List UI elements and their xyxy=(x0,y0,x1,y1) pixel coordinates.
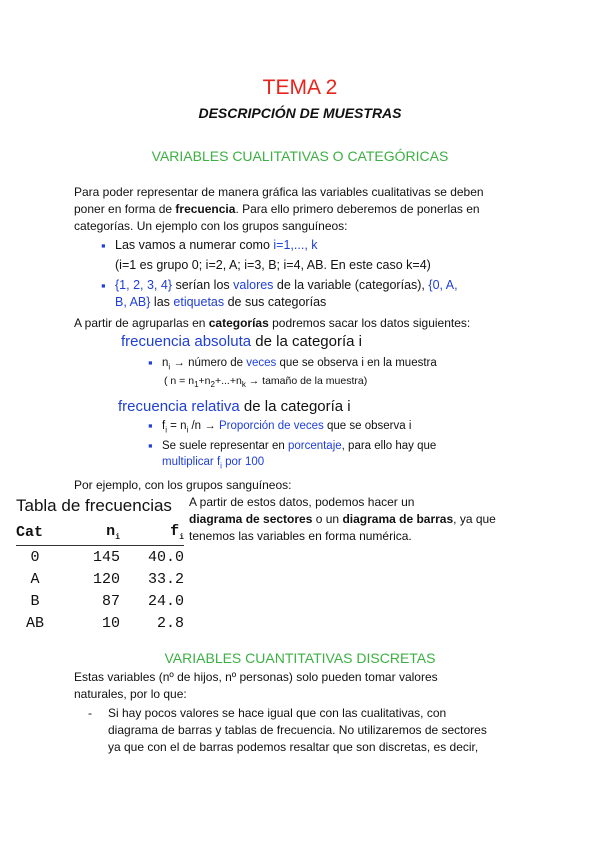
bullet-numerar: ▪ Las vamos a numerar como i=1,..., k xyxy=(115,237,515,254)
table-row xyxy=(16,546,184,569)
diagramas-line: A partir de estos datos, podemos hacer un xyxy=(189,495,415,509)
dash-marker: - xyxy=(88,706,92,720)
diagramas-line: diagrama de sectores o un diagrama de barras, ya que xyxy=(189,512,496,526)
col-header-cat: Cat xyxy=(16,521,54,546)
page-subtitle: DESCRIPCIÓN DE MUESTRAS xyxy=(198,105,402,121)
intro-line: categorías. Un ejemplo con los grupos sanguíneos: xyxy=(74,219,348,233)
intro-line: poner en forma de frecuencia. Para ello primero deberemos de ponerlas en xyxy=(74,202,480,216)
table-row xyxy=(16,590,184,612)
discretas-item xyxy=(108,705,528,756)
diagramas-paragraph xyxy=(189,494,539,545)
cell-cat: A xyxy=(30,570,40,588)
col-header-n: $n_i$ xyxy=(54,521,120,546)
cell-cat: AB xyxy=(25,614,44,632)
bullet-ni: ▪ $n_i$ → número de veces que se observa i en la muestra xyxy=(162,355,437,375)
cell-cat: B xyxy=(30,592,40,610)
intro-paragraph xyxy=(74,184,534,235)
section-heading-discretas: VARIABLES CUANTITATIVAS DISCRETAS xyxy=(164,650,436,666)
table-row xyxy=(16,568,184,590)
section-heading-cualitativas: VARIABLES CUALITATIVAS O CATEGÓRICAS xyxy=(151,148,449,164)
table-title: Tabla de frecuencias xyxy=(16,496,172,515)
discretas-intro xyxy=(74,669,534,703)
intro-line: Para poder representar de manera gráfica las variables cualitativas se deben xyxy=(74,185,484,199)
cell-cat: 0 xyxy=(30,548,40,566)
discretas-item-line: ya que con el de barras podemos resaltar que son discretas, es decir, xyxy=(108,740,479,754)
cell-f: 24.0 xyxy=(147,592,184,610)
frecuencia-relativa-heading: frecuencia relativa de la categoría i xyxy=(118,398,351,415)
bullet-numerar-detail: (i=1 es grupo 0; i=2, A; i=3, B; i=4, AB. En este caso k=4) xyxy=(115,258,431,272)
frequency-table xyxy=(16,521,184,634)
cell-n: 87 xyxy=(101,592,120,610)
cell-n: 145 xyxy=(92,548,120,566)
diagramas-line: tenemos las variables en forma numérica. xyxy=(189,529,412,543)
table-header-row xyxy=(16,521,184,546)
page-title: TEMA 2 xyxy=(262,76,338,99)
tamano-muestra: ( $n = n_1+n_2+...+n_k$ → tamaño de la muestra) xyxy=(164,375,368,390)
cell-n: 10 xyxy=(101,614,120,632)
discretas-intro-line: naturales, por lo que: xyxy=(74,687,187,701)
cell-f: 40.0 xyxy=(147,548,184,566)
col-header-f: $f_i$ xyxy=(120,521,184,546)
agrupar-paragraph: A partir de agruparlas en categorías podremos sacar los datos siguientes: xyxy=(74,316,471,330)
bullet-valores: ▪ {1, 2, 3, 4} serían los valores de la variable (categorías), {0, A, B, AB} las etiquetas de sus categorías xyxy=(115,277,515,311)
cell-f: 33.2 xyxy=(147,570,184,588)
frecuencia-absoluta-heading: frecuencia absoluta de la categoría i xyxy=(121,333,362,350)
bullet-fi: ▪ $f_i = n_i$ /n → Proporción de veces que se observa i xyxy=(162,418,411,438)
cell-f: 2.8 xyxy=(156,614,184,632)
discretas-intro-line: Estas variables (nº de hijos, nº personas) solo pueden tomar valores xyxy=(74,670,438,684)
discretas-item-line: diagrama de barras y tablas de frecuencia. No utilizaremos de sectores xyxy=(108,723,487,737)
ejemplo-line: Por ejemplo, con los grupos sanguíneos: xyxy=(74,478,292,492)
discretas-item-line: Si hay pocos valores se hace igual que con las cualitativas, con xyxy=(108,706,447,720)
bullet-porcentaje: ▪ Se suele representar en porcentaje, para ello hay que multiplicar $f_i$ por 100 xyxy=(162,438,522,474)
cell-n: 120 xyxy=(92,570,120,588)
table-row xyxy=(16,612,184,634)
